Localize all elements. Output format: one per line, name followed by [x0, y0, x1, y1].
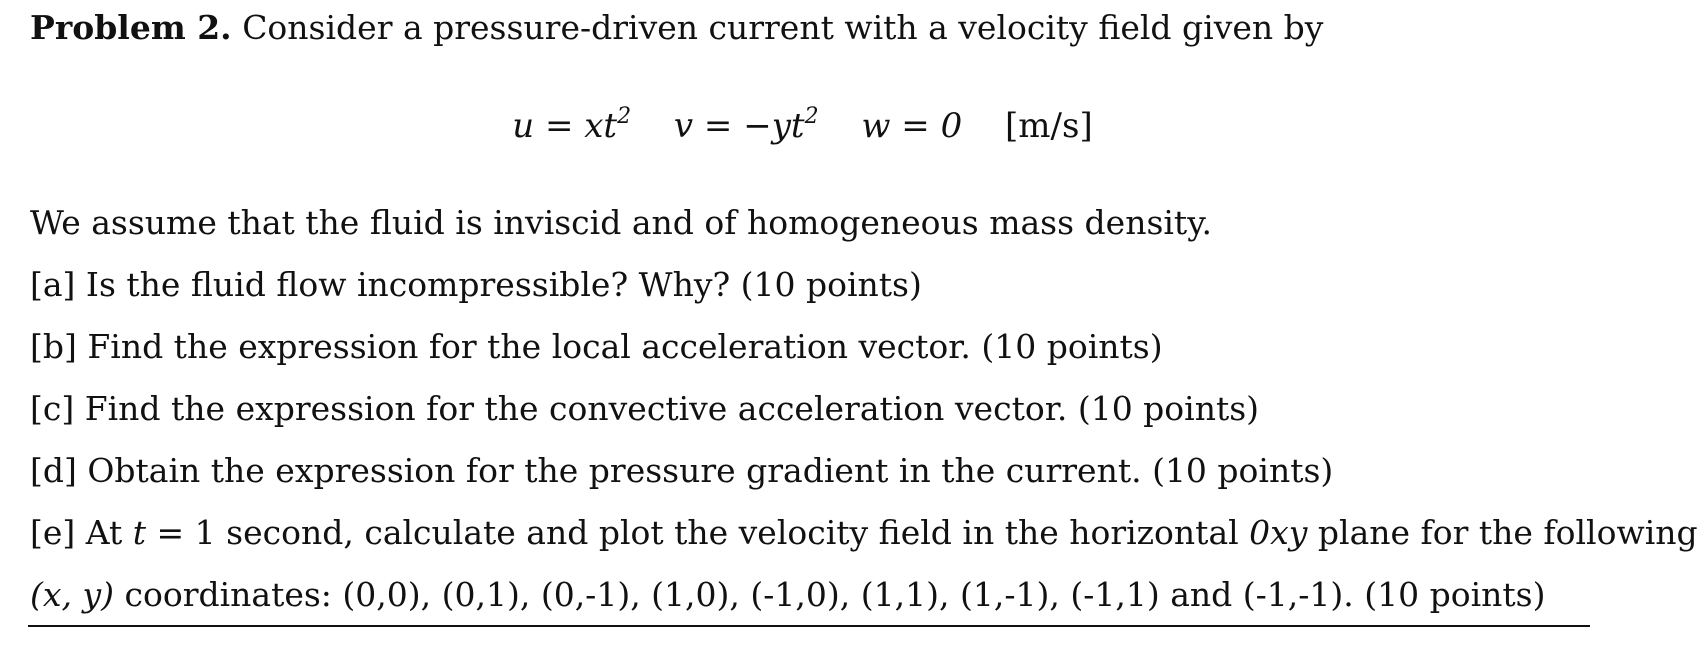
- time-variable: t: [132, 513, 147, 552]
- problem-intro: Consider a pressure-driven current with a velocity field given by: [242, 8, 1324, 47]
- part-e-coordinates: (x, y) coordinates: (0,0), (0,1), (0,-1), (1,0), (-1,0), (1,1), (1,-1), (-1,1) and (-1,-1). (10 points): [30, 575, 1546, 614]
- problem-header: [30, 8, 1323, 48]
- part-a: [a] Is the fluid flow incompressible? Why? (10 points): [30, 265, 922, 304]
- equation-u: $u = xt^2$: [512, 104, 632, 146]
- part-c: [c] Find the expression for the convective acceleration vector. (10 points): [30, 389, 1260, 428]
- problem-label: Problem 2.: [30, 8, 232, 47]
- bottom-rule: [28, 625, 1590, 627]
- part-b: [b] Find the expression for the local acceleration vector. (10 points): [30, 327, 1163, 366]
- part-e: [e] At t = 1 second, calculate and plot the velocity field in the horizontal 0xy plane for the following: [30, 513, 1698, 552]
- equation-v: $v = -yt^2$: [673, 104, 819, 146]
- part-d: [d] Obtain the expression for the pressure gradient in the current. (10 points): [30, 451, 1334, 490]
- equation-units: [m/s]: [1005, 106, 1093, 146]
- assumption-text: We assume that the fluid is inviscid and of homogeneous mass density.: [30, 203, 1212, 242]
- velocity-field-equation: [0, 104, 1605, 148]
- equation-w: w = 0: [861, 106, 963, 146]
- coordinate-variables: (x, y): [30, 575, 114, 614]
- plane-variable: 0xy: [1249, 513, 1308, 552]
